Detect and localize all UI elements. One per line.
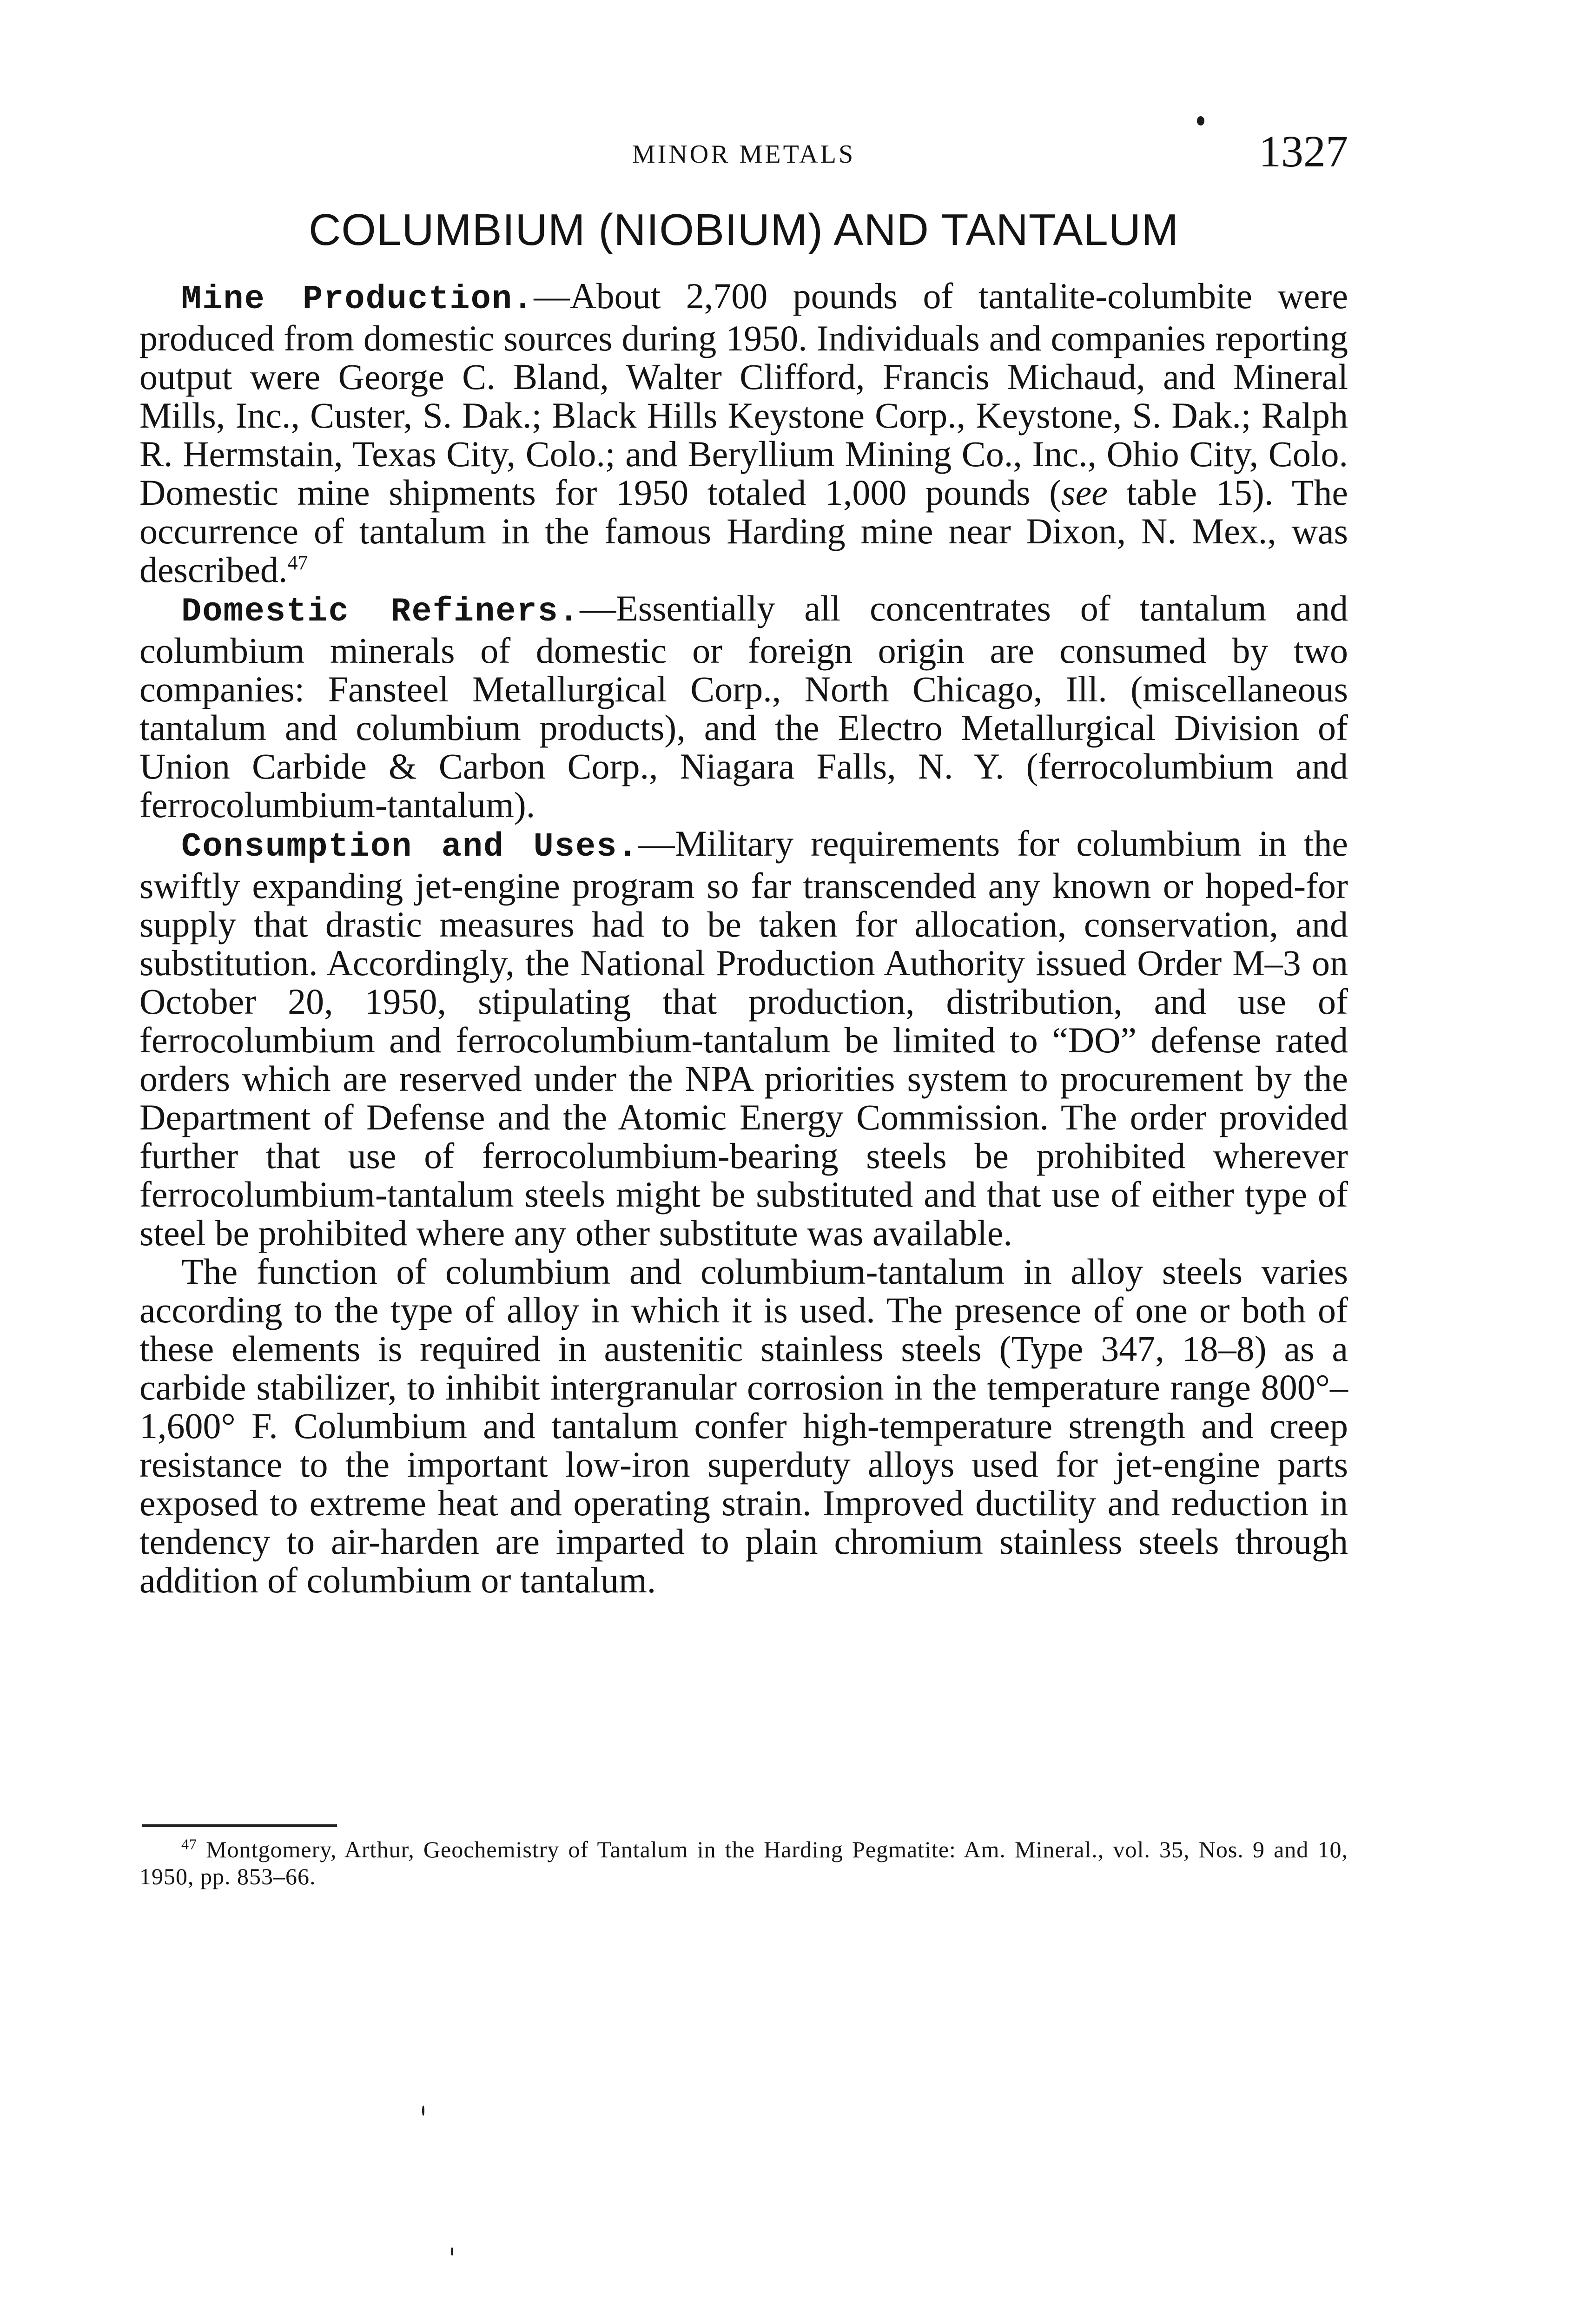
emphasis-see: see: [1061, 472, 1108, 513]
paragraph-function-of-columbium: The function of columbium and columbium-tantalum in alloy steels varies according to the type of alloy in which it is used. The presence of one or both of these elements is required in austenitic stainless steels (Type 347, 18–8) as a carbide stabilizer, to inhibit intergranular corrosion in the temperature range 800°–1,600° F. Columbium and tantalum confer high-temperature strength and creep resistance to the important low-iron superduty alloys used for jet-engine parts exposed to extreme heat and operating strain. Improved ductility and reduction in tendency to air-harden are imparted to plain chromium stainless steels through addition of columbium or tantalum.: [139, 1251, 1348, 1600]
footnote-number: 47: [181, 1835, 197, 1853]
paragraph-mine-production: [139, 277, 1348, 589]
article-title: COLUMBIUM (NIOBIUM) AND TANTALUM: [308, 205, 1179, 255]
section-heading-mine-production: Mine Production.: [181, 280, 534, 318]
scan-speck: [451, 2247, 453, 2256]
running-head: [139, 125, 1348, 181]
footnote-divider: [142, 1824, 337, 1827]
footnote-text: Montgomery, Arthur, Geochemistry of Tantalum in the Harding Pegmatite: Am. Mineral., vol. 35, Nos. 9 and 10, 1950, pp. 853–66.: [139, 1836, 1348, 1889]
scan-speck: [1197, 116, 1204, 125]
paragraph-domestic-refiners: [139, 589, 1348, 824]
footnote: [139, 1836, 1348, 1890]
paragraph-consumption-and-uses: [139, 824, 1348, 1252]
section-heading-consumption-and-uses: Consumption and Uses.: [181, 828, 639, 866]
section-heading-domestic-refiners: Domestic Refiners.: [181, 593, 580, 631]
paragraph-text-continued: table 15). The occurrence of tantalum in the famous Harding mine near Dixon, N. Mex., was described.: [139, 472, 1348, 590]
running-head-title: MINOR METALS: [632, 140, 856, 169]
paragraph-text: —Essentially all concentrates of tantalum and columbium minerals of domestic or foreign origin are consumed by two companies: Fansteel Metallurgical Corp., North Chicago, Ill. (miscellaneous tantalum and columbium products), and the Electro Metallurgical Division of Union Carbide & Carbon Corp., Niagara Falls, N. Y. (ferrocolumbium and ferrocolumbium-tantalum).: [139, 588, 1348, 825]
scan-speck: [422, 2106, 424, 2116]
page-number: 1327: [1259, 126, 1348, 176]
footnote-reference: 47: [287, 551, 308, 574]
paragraph-text: —About 2,700 pounds of tantalite-columbite were produced from domestic sources during 1950. Individuals and companies reporting output were George C. Bland, Walter Clifford, Francis Michaud, and Mineral Mills, Inc., Custer, S. Dak.; Black Hills Keystone Corp., Keystone, S. Dak.; Ralph R. Hermstain, Texas City, Colo.; and Beryllium Mining Co., Inc., Ohio City, Colo. Domestic mine shipments for 1950 totaled 1,000 pounds (: [139, 276, 1348, 513]
paragraph-text: —Military requirements for columbium in the swiftly expanding jet-engine program so far transcended any known or hoped-for supply that drastic measures had to be taken for allocation, conservation, and substitution. Accordingly, the National Production Authority issued Order M–3 on October 20, 1950, stipulating that production, distribution, and use of ferrocolumbium and ferrocolumbium-tantalum be limited to “DO” defense rated orders which are reserved under the NPA priorities system to procurement by the Department of Defense and the Atomic Energy Commission. The order provided further that use of ferrocolumbium-bearing steels be prohibited wherever ferrocolumbium-tantalum steels might be substituted and that use of either type of steel be prohibited where any other substitute was available.: [139, 823, 1348, 1253]
article-body: [139, 277, 1348, 1599]
